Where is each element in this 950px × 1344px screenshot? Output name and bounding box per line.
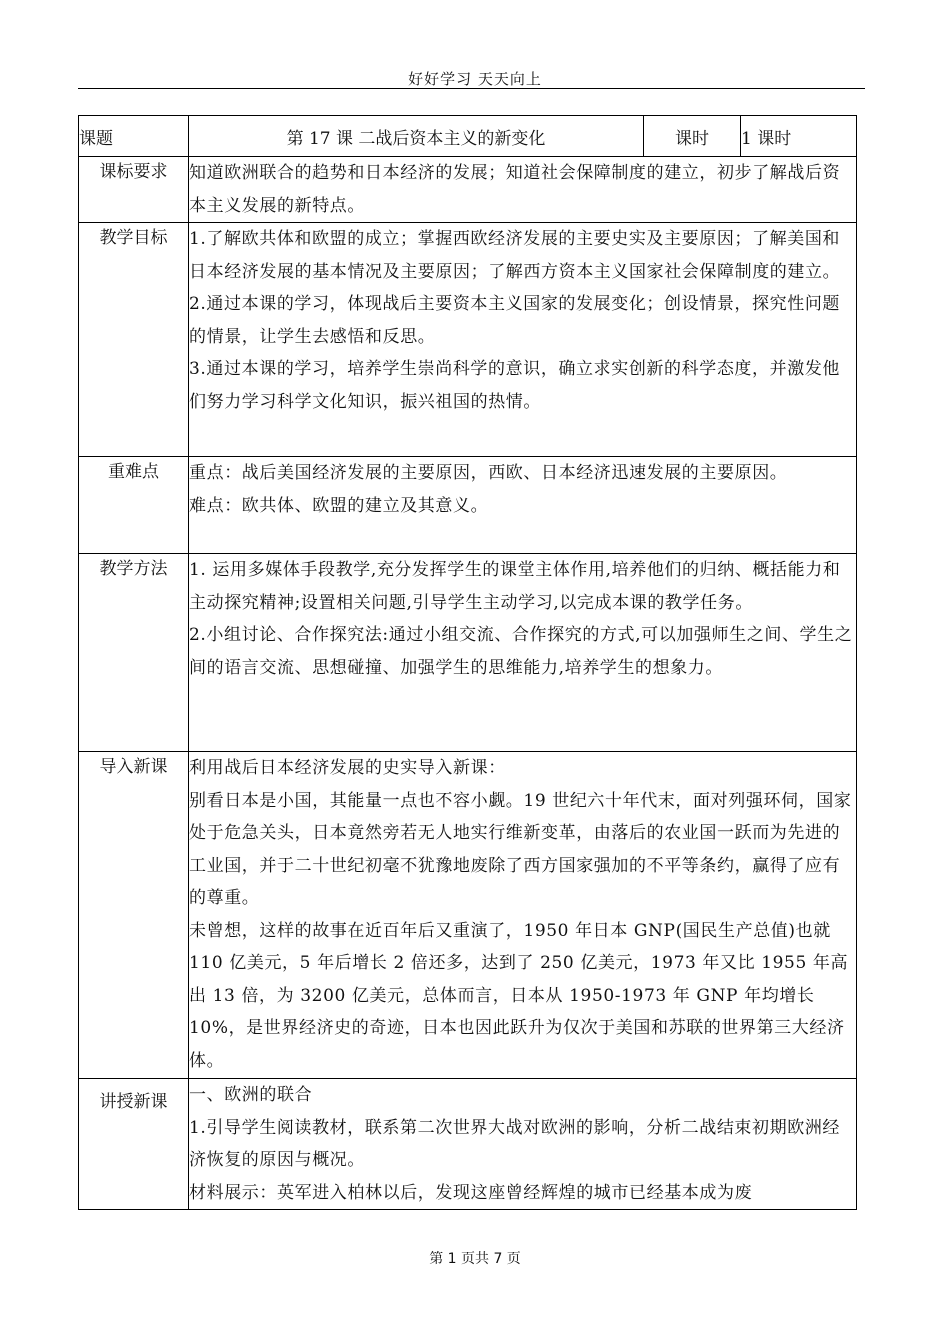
row-label-key-points: 重难点 xyxy=(79,457,189,554)
paragraph: 材料展示：英军进入柏林以后，发现这座曾经辉煌的城市已经基本成为废 xyxy=(189,1182,753,1203)
paragraph: 3.通过本课的学习，培养学生崇尚科学的意识，确立求实创新的科学态度，并激发他们努力学习科学文化知识，振兴祖国的热情。 xyxy=(189,359,841,412)
methods-row xyxy=(79,554,857,752)
paragraph: 未曾想，这样的故事在近百年后又重演了，1950 年日本 GNP(国民生产总值)也就 110 亿美元，5 年后增长 2 倍还多，达到了 250 亿美元，1973 年又比 1955 年高出 13 倍，为 3200 亿美元，总体而言，日本从 1950-1973 年 GNP 年均增长 10%，是世界经济史的奇迹，日本也因此跃升为仅次于美国和苏联的世界第三大经济体。 xyxy=(189,920,849,1071)
topic-row xyxy=(79,116,857,157)
objectives-content xyxy=(189,223,857,457)
paragraph: 1.了解欧共体和欧盟的成立；掌握西欧经济发展的主要史实及主要原因；了解美国和日本经济发展的基本情况及主要原因；了解西方资本主义国家社会保障制度的建立。 xyxy=(189,229,841,282)
row-label-methods: 教学方法 xyxy=(79,554,189,752)
topic-title: 第 17 课 二战后资本主义的新变化 xyxy=(189,116,644,157)
paragraph: 知道欧洲联合的趋势和日本经济的发展；知道社会保障制度的建立，初步了解战后资本主义发展的新特点。 xyxy=(189,163,841,216)
header-divider xyxy=(78,88,865,89)
page-header: 好好学习 天天向上 xyxy=(408,70,542,88)
row-label-new-lesson: 讲授新课 xyxy=(79,1079,189,1210)
row-label-introduction: 导入新课 xyxy=(79,752,189,1079)
paragraph: 2.小组讨论、合作探究法:通过小组交流、合作探究的方式,可以加强师生之间、学生之间的语言交流、思想碰撞、加强学生的思维能力,培养学生的想象力。 xyxy=(189,625,853,678)
paragraph: 1.引导学生阅读教材，联系第二次世界大战对欧洲的影响，分析二战结束初期欧洲经济恢复的原因与概况。 xyxy=(189,1117,841,1170)
paragraph: 重点：战后美国经济发展的主要原因，西欧、日本经济迅速发展的主要原因。 xyxy=(189,463,788,483)
page-footer: 第 1 页共 7 页 xyxy=(429,1251,521,1267)
lesson-plan-table xyxy=(78,115,857,1210)
objectives-row xyxy=(79,223,857,457)
key-points-row xyxy=(79,457,857,554)
new-lesson-content xyxy=(189,1079,857,1210)
standards-content xyxy=(189,157,857,223)
hours-value: 1 课时 xyxy=(741,116,857,157)
paragraph: 别看日本是小国，其能量一点也不容小觑。19 世纪六十年代末，面对列强环伺，国家处于危急关头，日本竟然旁若无人地实行维新变革，由落后的农业国一跃而为先进的工业国，并于二十世纪初毫不犹豫地废除了西方国家强加的不平等条约，赢得了应有的尊重。 xyxy=(189,790,852,908)
paragraph: 1. 运用多媒体手段教学,充分发挥学生的课堂主体作用,培养他们的归纳、概括能力和主动探究精神;设置相关问题,引导学生主动学习,以完成本课的教学任务。 xyxy=(189,560,841,613)
key-points-content xyxy=(189,457,857,554)
standards-row xyxy=(79,157,857,223)
methods-content xyxy=(189,554,857,752)
paragraph: 一、欧洲的联合 xyxy=(189,1085,313,1105)
introduction-content xyxy=(189,752,857,1079)
paragraph: 2.通过本课的学习，体现战后主要资本主义国家的发展变化；创设情景，探究性问题的情景，让学生去感悟和反思。 xyxy=(189,294,841,347)
new-lesson-row xyxy=(79,1079,857,1210)
paragraph: 利用战后日本经济发展的史实导入新课： xyxy=(189,758,506,778)
topic-label: 课题 xyxy=(79,116,189,157)
paragraph: 难点：欧共体、欧盟的建立及其意义。 xyxy=(189,495,489,516)
hours-label: 课时 xyxy=(644,116,741,157)
introduction-row xyxy=(79,752,857,1079)
row-label-standards: 课标要求 xyxy=(79,157,189,223)
row-label-objectives: 教学目标 xyxy=(79,223,189,457)
